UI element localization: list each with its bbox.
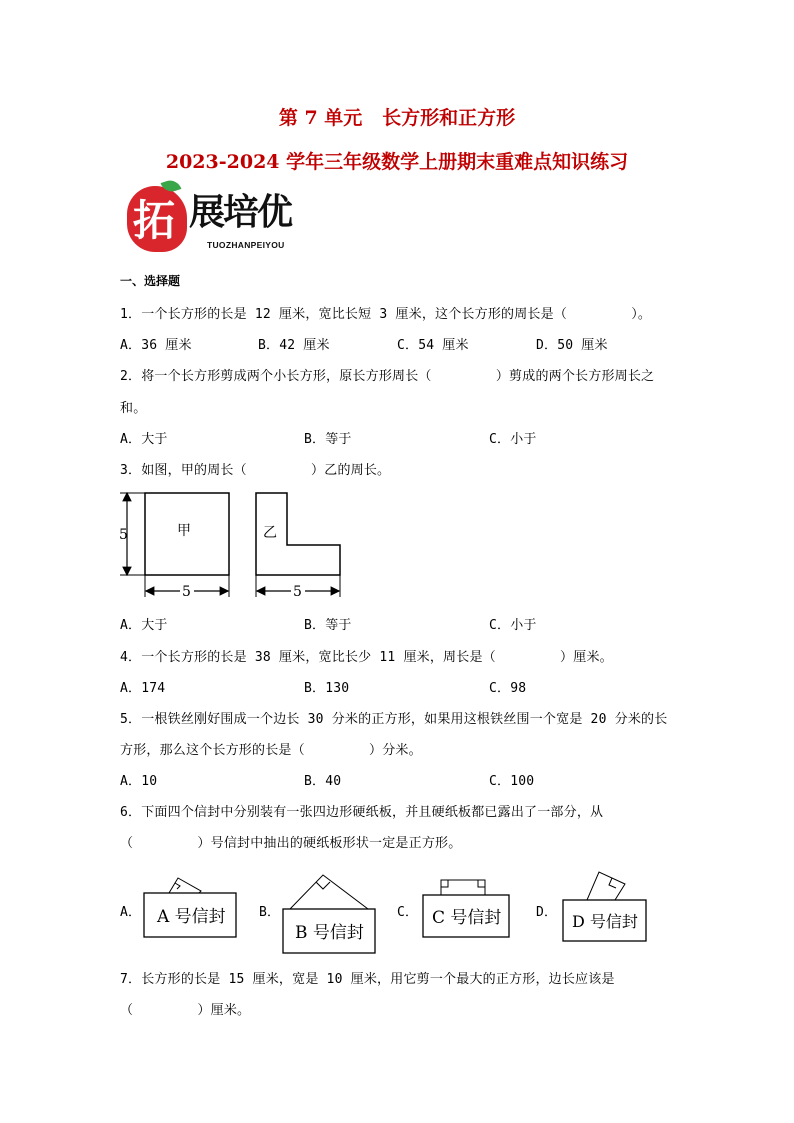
q3-option-c: C．小于 [489, 618, 537, 633]
q2-option-b: B．等于 [304, 432, 352, 447]
question-2-line2: 和。 [120, 401, 147, 416]
logo-mark [127, 186, 187, 252]
question-5-line2: 方形，那么这个长方形的长是（ ）分米。 [120, 743, 422, 758]
q2-option-a: A．大于 [120, 432, 168, 447]
logo-text: 展培优 [189, 191, 292, 233]
envelope-c [423, 880, 509, 937]
q4-option-b: B．130 [304, 681, 350, 696]
envelope-b-label: B 号信封 [295, 923, 364, 943]
bottom-label-1: 5 [182, 584, 191, 600]
label-yi: 乙 [263, 525, 277, 541]
question-6-line2: （ ）号信封中抽出的硬纸板形状一定是正方形。 [120, 836, 462, 851]
page-subtitle: 2023-2024 学年三年级数学上册期末重难点知识练习 [165, 151, 629, 173]
q3-option-a: A．大于 [120, 618, 168, 633]
q1-option-a: A．36 厘米 [120, 338, 192, 353]
q6-envelopes-figure [135, 855, 660, 955]
q1-option-d: D．50 厘米 [536, 338, 608, 353]
q6-option-c: C． [397, 905, 419, 920]
q5-option-a: A．10 [120, 774, 158, 789]
envelope-c-label: C 号信封 [432, 908, 502, 928]
envelope-b [283, 875, 375, 953]
q5-option-b: B．40 [304, 774, 342, 789]
section-title: 一、选择题 [120, 274, 181, 288]
question-7-line1: 7．长方形的长是 15 厘米，宽是 10 厘米，用它剪一个最大的正方形，边长应该是 [120, 972, 615, 987]
question-5-line1: 5．一根铁丝刚好围成一个边长 30 分米的正方形，如果用这根铁丝围一个宽是 20 分米的长 [120, 712, 668, 727]
bottom-label-2: 5 [293, 584, 302, 600]
envelope-d [563, 872, 646, 941]
q3-figure [115, 485, 355, 605]
question-4: 4．一个长方形的长是 38 厘米，宽比长少 11 厘米，周长是（ ）厘米。 [120, 650, 613, 665]
side-label: 5 [119, 527, 128, 543]
logo [127, 180, 307, 258]
q1-option-c: C．54 厘米 [397, 338, 469, 353]
q3-option-b: B．等于 [304, 618, 352, 633]
question-3: 3．如图，甲的周长（ ）乙的周长。 [120, 463, 391, 478]
envelope-d-label: D 号信封 [572, 912, 638, 931]
envelope-a [144, 878, 236, 937]
q1-option-b: B．42 厘米 [258, 338, 330, 353]
logo-char: 拓 [133, 196, 176, 245]
question-7-line2: （ ）厘米。 [120, 1003, 251, 1018]
q5-option-c: C．100 [489, 774, 535, 789]
question-2-line1: 2．将一个长方形剪成两个小长方形，原长方形周长（ ）剪成的两个长方形周长之 [120, 369, 655, 384]
logo-subtitle: TUOZHANPEIYOU [207, 240, 285, 250]
q6-option-b: B． [259, 905, 281, 920]
q4-option-c: C．98 [489, 681, 527, 696]
envelope-a-label: A 号信封 [157, 907, 226, 927]
q4-option-a: A．174 [120, 681, 166, 696]
question-6-line1: 6．下面四个信封中分别装有一张四边形硬纸板，并且硬纸板都已露出了一部分，从 [120, 805, 604, 820]
page-title: 第 7 单元 长方形和正方形 [278, 107, 516, 129]
q2-option-c: C．小于 [489, 432, 537, 447]
q6-option-d: D． [536, 905, 558, 920]
question-1: 1．一个长方形的长是 12 厘米，宽比长短 3 厘米，这个长方形的周长是（ ）。 [120, 307, 652, 322]
label-jia: 甲 [177, 523, 191, 539]
q6-option-a: A． [120, 905, 142, 920]
